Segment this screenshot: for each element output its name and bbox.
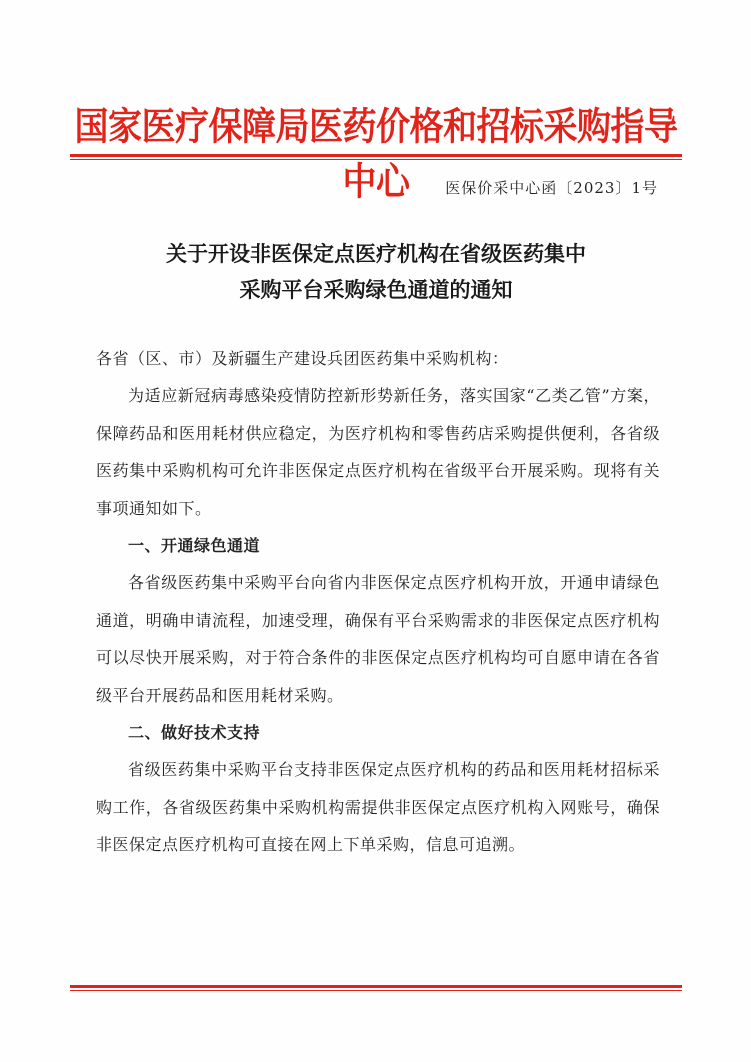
red-rule-thick [70, 154, 682, 157]
section-paragraph-1: 各省级医药集中采购平台向省内非医保定点医疗机构开放，开通申请绿色通道，明确申请流程，加速受理，确保有平台采购需求的非医保定点医疗机构可以尽快开展采购，对于符合条件的非医保定点医疗机构均可自愿申请在各省级平台开展药品和医用耗材采购。 [96, 573, 660, 705]
letterhead-red-rule [70, 154, 682, 160]
letterhead-org-name: 国家医疗保障局医药价格和招标采购指导中心 [74, 104, 678, 205]
section-heading-1: 一、开通绿色通道 [128, 536, 261, 556]
document-title-line-1: 关于开设非医保定点医疗机构在省级医药集中 [166, 241, 586, 266]
document-number: 医保价采中心函〔2023〕1号 [445, 179, 658, 197]
intro-paragraph: 为适应新冠病毒感染疫情防控新形势新任务，落实国家“乙类乙管”方案，保障药品和医用耗材供应稳定，为医疗机构和零售药店采购提供便利，各省级医药集中采购机构可允许非医保定点医疗机构在省级平台开展采购。现将有关事项通知如下。 [96, 386, 660, 518]
salutation: 各省（区、市）及新疆生产建设兵团医药集中采购机构： [96, 349, 509, 368]
document-title [80, 236, 672, 308]
document-body [96, 340, 660, 864]
footer-rule-thin [70, 990, 682, 991]
document-title-line-2: 采购平台采购绿色通道的通知 [239, 277, 513, 302]
footer-rule-thick [70, 985, 682, 988]
section-paragraph-2: 省级医药集中采购平台支持非医保定点医疗机构的药品和医用耗材招标采购工作，各省级医药集中采购机构需提供非医保定点医疗机构入网账号，确保非医保定点医疗机构可直接在网上下单采购，信息可追溯。 [96, 760, 660, 855]
section-heading-2: 二、做好技术支持 [128, 723, 261, 743]
footer-red-rule [70, 985, 682, 991]
red-rule-thin [70, 159, 682, 160]
